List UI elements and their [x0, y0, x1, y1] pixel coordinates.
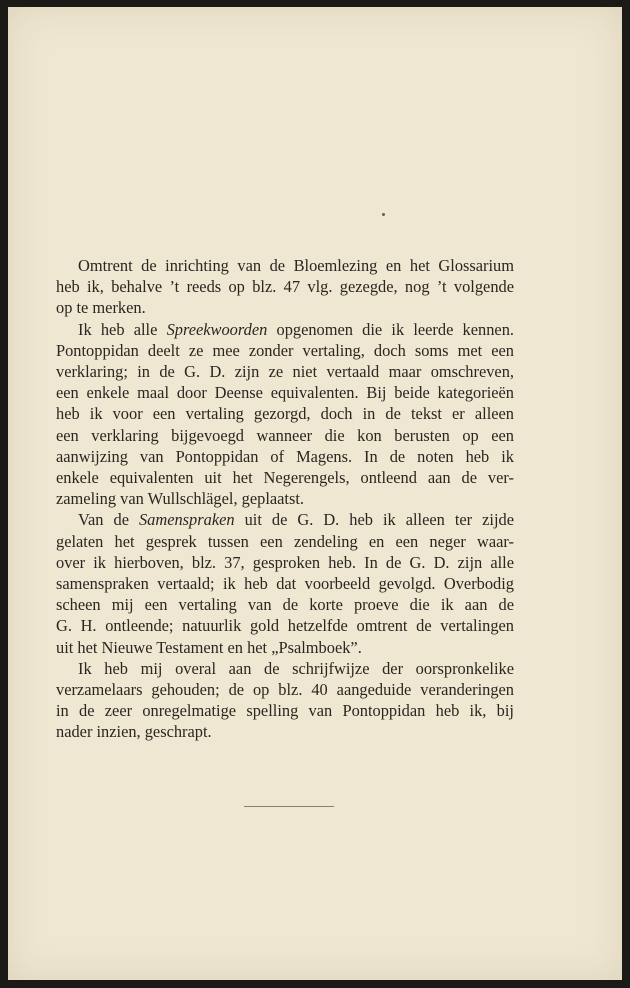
paragraph — [56, 509, 514, 657]
text-line — [56, 361, 514, 382]
text-line — [56, 573, 514, 594]
text-segment: heb ik voor een vertaling gezorgd, doch in de tekst er alleen — [56, 404, 514, 424]
text-line — [56, 297, 514, 318]
text-line — [56, 446, 514, 467]
text-line — [56, 594, 514, 615]
text-segment: een verklaring bijgevoegd wanneer die kon berusten op een — [56, 425, 514, 445]
text-line — [56, 509, 514, 530]
text-segment: zameling van Wullschlägel, geplaatst. — [56, 489, 305, 509]
text-segment: verklaring; in de G. D. zijn ze niet vertaald maar omschreven, — [56, 362, 514, 382]
section-end-rule — [244, 806, 334, 807]
paragraph — [56, 658, 514, 743]
text-segment: in de zeer onregelmatige spelling van Pontoppidan heb ik, bij — [56, 701, 514, 721]
emphasized-term: Spreekwoorden — [166, 319, 268, 339]
text-segment: verzamelaars gehouden; de op blz. 40 aangeduide veranderingen — [56, 680, 514, 700]
text-segment: op te merken. — [56, 298, 146, 318]
text-segment: gelaten het gesprek tussen een zendeling en een neger waar- — [56, 531, 514, 551]
text-segment: scheen mij een vertaling van de korte proeve die ik aan de — [56, 595, 514, 615]
text-line — [56, 255, 514, 276]
text-line — [56, 679, 514, 700]
text-segment: Ik heb alle — [78, 319, 167, 339]
text-segment: samenspraken vertaald; ik heb dat voorbeeld gevolgd. Overbodig — [56, 574, 514, 594]
text-segment: aanwijzing van Pontoppidan of Magens. In de noten heb ik — [56, 446, 514, 466]
text-segment: G. H. ontleende; natuurlik gold hetzelfde omtrent de vertalingen — [56, 616, 514, 636]
text-line — [56, 700, 514, 721]
text-line — [56, 467, 514, 488]
text-line — [56, 340, 514, 361]
paragraph — [56, 255, 514, 319]
text-line — [56, 382, 514, 403]
text-line — [56, 721, 514, 742]
text-segment: een enkele maal door Deense equivalenten. Bij beide kategorieën — [56, 383, 514, 403]
emphasized-term: Samenspraken — [138, 510, 235, 530]
text-line — [56, 488, 514, 509]
text-segment: uit de G. D. heb ik alleen ter zijde — [234, 510, 514, 530]
text-segment: Omtrent de inrichting van de Bloemlezing en het Glossarium — [78, 256, 514, 275]
text-line — [56, 658, 514, 679]
text-segment: Pontoppidan deelt ze mee zonder vertaling, doch soms met een — [56, 340, 514, 360]
paragraph — [56, 319, 514, 510]
text-segment: over ik hierboven, blz. 37, gesproken heb. In de G. D. zijn alle — [56, 552, 514, 572]
text-line — [56, 276, 514, 297]
text-segment: heb ik, behalve ’t reeds op blz. 47 vlg. gezegde, nog ’t volgende — [56, 277, 514, 297]
text-segment: uit het Nieuwe Testament en het „Psalmboek”. — [56, 637, 362, 657]
text-segment: Van de — [78, 510, 139, 530]
text-line — [56, 425, 514, 446]
ink-speck — [382, 213, 385, 216]
text-segment: enkele equivalenten uit het Negerengels, ontleend aan de ver- — [56, 468, 514, 488]
text-segment: Ik heb mij overal aan de schrijfwijze der oorspronkelike — [78, 658, 514, 678]
book-page — [8, 7, 622, 980]
text-line — [56, 403, 514, 424]
body-text — [56, 255, 514, 743]
text-line — [56, 637, 514, 658]
text-line — [56, 531, 514, 552]
text-segment: opgenomen die ik leerde kennen. — [267, 319, 514, 339]
text-line — [56, 552, 514, 573]
text-line — [56, 319, 514, 340]
text-line — [56, 615, 514, 636]
text-segment: nader inzien, geschrapt. — [56, 722, 212, 742]
